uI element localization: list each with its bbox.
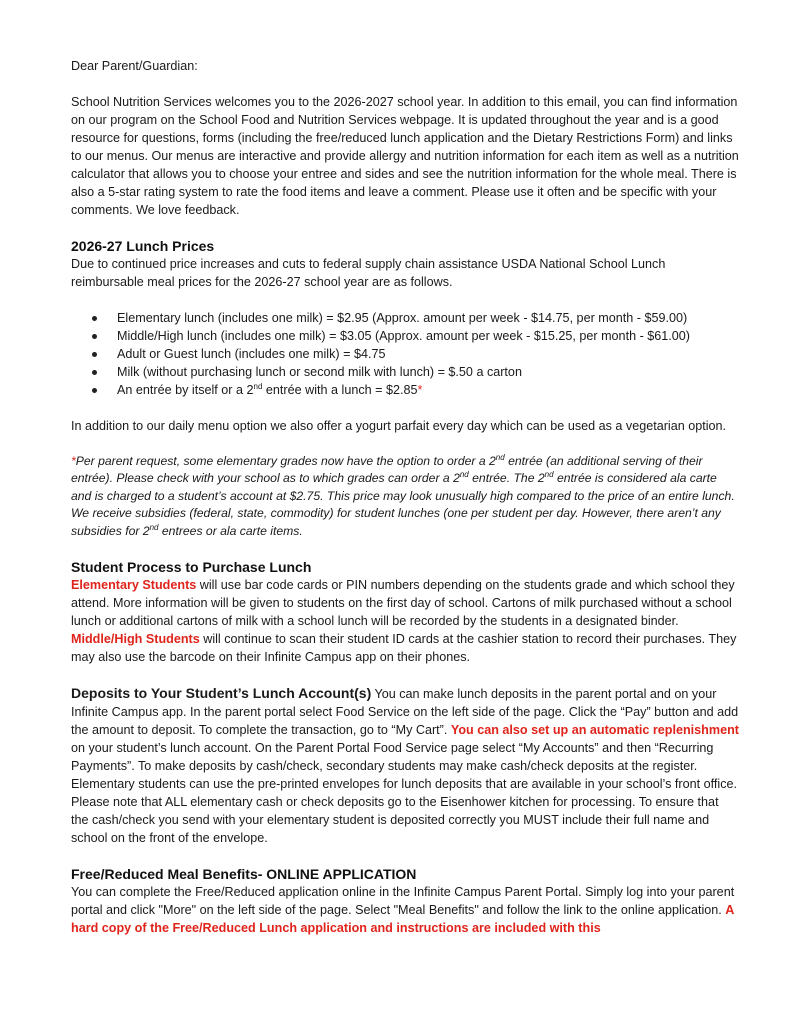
price-item-elementary: Elementary lunch (includes one milk) = $2.95 (Approx. amount per week - $14.75, per month - $59.00) — [117, 309, 739, 327]
price-item-adult: Adult or Guest lunch (includes one milk) = $4.75 — [117, 345, 739, 363]
note-text-3: entrée. The 2 — [468, 471, 545, 486]
note-text-1: Per parent request, some elementary grades now have the option to order a 2 — [75, 454, 496, 468]
deposits-heading: Deposits to Your Student’s Lunch Account(s) — [71, 685, 372, 702]
middle-high-paragraph — [71, 630, 739, 666]
price-item-middle-high: Middle/High lunch (includes one milk) = $3.05 (Approx. amount per week - $15.25, per month - $61.00) — [117, 327, 739, 345]
entree-text-post: entrée with a lunch = $2.85 — [262, 383, 418, 397]
free-reduced-paragraph — [71, 883, 739, 937]
free-reduced-text: You can complete the Free/Reduced application online in the Infinite Campus Parent Portal. Simply log into your parent portal and click "More" on the left side of the page. Select "Meal Benefits" and follow the link to the online application. — [71, 885, 735, 918]
note-text-2: entrée (an additional serving of their entrée). Please check with your school as to which grades can order a 2 — [71, 454, 703, 486]
note-text-4: entrée is considered ala carte and is charged to a student’s account at $2.75. This price may look unusually high compared to the price of an entire lunch. We receive subsidies (federal, state, commodity) for student lunches (one per student per day. However, there aren’t any subsidies for 2 — [71, 471, 735, 538]
parfait-paragraph: In addition to our daily menu option we also offer a yogurt parfait every day which can be used as a vegetarian option. — [71, 419, 727, 433]
elementary-paragraph — [71, 576, 739, 630]
deposits-text-2: on your student’s lunch account. On the Parent Portal Food Service page select “My Accounts” and then “Recurring Payments”. To make deposits by cash/check, secondary students may make cash/check deposits at the register. Elementary students can use the pre-printed envelopes for lunch deposits that are available in your school’s front office. Please note that ALL elementary cash or check deposits go to the Eisenhower kitchen for processing. To ensure that the cash/check you send with your elementary student is deposited correctly you MUST include their full name and school on the front of the envelope. — [71, 741, 737, 846]
note-asterisk: * — [71, 454, 76, 468]
entree-asterisk: * — [417, 383, 423, 397]
lunch-prices-intro: Due to continued price increases and cuts to federal supply chain assistance USDA National School Lunch reimbursable meal prices for the 2026-27 school year are as follows. — [71, 257, 666, 289]
price-item-milk: Milk (without purchasing lunch or second milk with lunch) = $.50 a carton — [117, 363, 739, 381]
price-list — [71, 309, 739, 399]
entree-text-pre: An entrée by itself or a 2 — [117, 383, 254, 397]
salutation: Dear Parent/Guardian: — [71, 59, 198, 73]
note-sup-2: nd — [459, 470, 469, 480]
entree-note — [71, 453, 739, 540]
intro-paragraph: School Nutrition Services welcomes you to the 2026-2027 school year. In addition to this email, you can find information on our program on the School Food and Nutrition Services webpage. It is updated throughout the year and is a good resource for questions, forms (including the free/reduced lunch application and the Dietary Restrictions Form) and links to our menus. Our menus are interactive and provide allergy and nutrition information for each item as well as a nutrition calculator that allows you to choose your entree and sides and see the nutrition information for the whole meal. There is also a 5-star rating system to rate the food items and leave a comment. Please use it often and be specific with your comments. We love feedback. — [71, 95, 739, 217]
purchase-heading: Student Process to Purchase Lunch — [71, 559, 312, 576]
lunch-prices-heading: 2026-27 Lunch Prices — [71, 238, 215, 254]
deposits-highlight: You can also set up an automatic replenishment — [450, 723, 739, 738]
free-reduced-highlight: A hard copy of the Free/Reduced Lunch application and instructions are included with this — [71, 903, 734, 936]
middle-high-text: will continue to scan their student ID cards at the cashier station to record their purchases. They may also use the barcode on their Infinite Campus app on their phones. — [71, 632, 737, 665]
entree-sup: nd — [253, 381, 263, 391]
price-item-entree — [117, 381, 739, 399]
note-text-5: entrees or ala carte items. — [158, 523, 303, 538]
note-sup-1: nd — [495, 452, 505, 462]
note-sup-3: nd — [544, 470, 554, 480]
deposits-paragraph — [71, 684, 739, 847]
free-reduced-heading: Free/Reduced Meal Benefits- ONLINE APPLICATION — [71, 866, 417, 883]
elementary-text: will use bar code cards or PIN numbers depending on the students grade and which school they attend. More information will be given to students on the first day of school. Cartons of milk purchased without a school lunch or additional cartons of milk with a school lunch will be recorded by the students in a designated binder. — [71, 578, 735, 629]
middle-high-label: Middle/High Students — [71, 632, 200, 647]
letter-page — [71, 57, 739, 937]
deposits-text-1: You can make lunch deposits in the parent portal and on your Infinite Campus app. In the parent portal select Food Service on the left side of the page. Click the “Pay” button and add the amount to deposit. To complete the transaction, go to “My Cart”. — [71, 687, 739, 738]
elementary-label: Elementary Students — [71, 578, 197, 593]
note-sup-4: nd — [149, 522, 159, 532]
